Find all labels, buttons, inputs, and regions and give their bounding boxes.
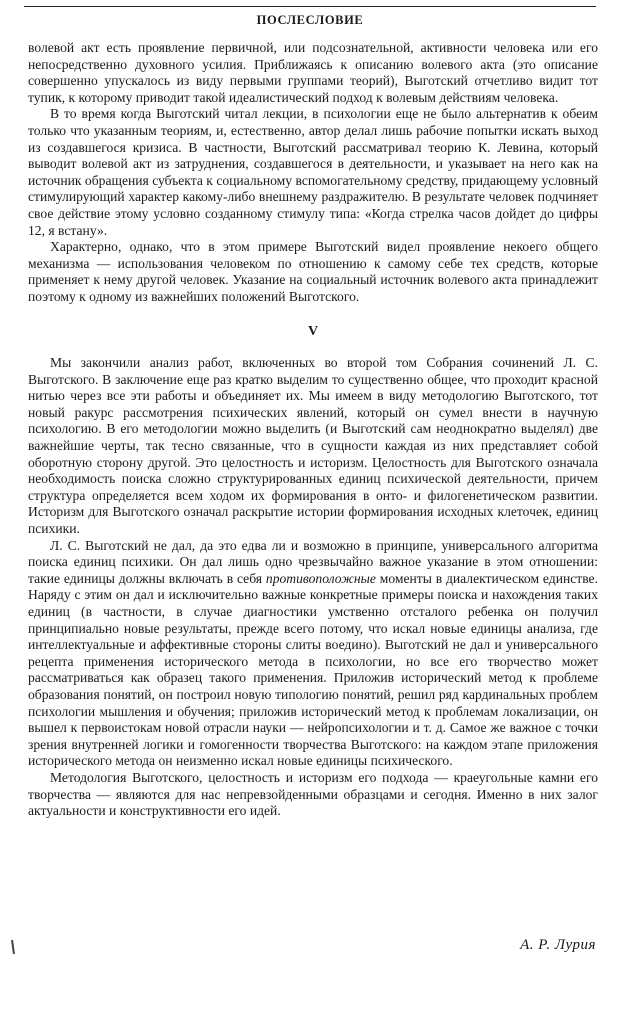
running-head: ПОСЛЕСЛОВИЕ — [256, 13, 364, 27]
paragraph-2: В то время когда Выготский читал лекции, в психологии еще не было альтернатив к обеим только что указанным теориям, и, естественно, автор делал лишь рабочие попытки искать выход из создавшегося кризиса. В частности, Выготский рассматривал теорию К. Левина, который выводит волевой акт из затруднения, создавшегося в деятельности, и указывает на него как на источник обращения субъекта к социальному вспомогательному средству, придающему условный стимулирующий характер какому-либо внешнему раздражителю. В результате человек подчиняет свое действие этому условно созданному стимулу типа: «Когда стрелка часов дойдет до цифры 12, я встану». — [28, 106, 598, 238]
paragraph-5-emphasis: противоположные — [265, 570, 376, 586]
paragraph-4: Мы закончили анализ работ, включенных во второй том Собрания сочинений Л. С. Выготского. В заключение еще раз кратко выделим то существенно общее, что проходит красной нитью через все эти работы и объединяет их. Мы имеем в виду методологию Выготского, тот новый ракурс рассмотрения психических явлений, который он сумел внести в научную психологию. В его методологии можно выделить (и Выготский сам неоднократно выделял) две важнейшие черты, так тесно связанные, что в сущности каждая из них представляет собой оборотную сторону другой. Это целостность и историзм. Целостность для Выготского означала необходимость поиска сложно структурированных единиц психической деятельности, причем структура определяется всем ходом их формирования в онто- и филогенетическом развитии. Историзм для Выготского означал раскрытие истории формирования исходных клеточек, единиц психики. — [28, 355, 598, 537]
paragraph-3: Характерно, однако, что в этом примере Выготский видел проявление некоего общего механизма — использования человеком по отношению к самому себе тех средств, которые применяет к нему другой человек. Указание на социальный источник волевого акта принадлежит поэтому к одному из важнейших положений Выготского. — [28, 239, 598, 304]
paragraph-5-end: моменты в диалектическом единстве. Наряду с этим он дал и исключительно важные конкретные примеры поиска и нахождения таких единиц (в частности, в случае диагностики умственно отсталого ребенка он получил принципиально новые результаты, прежде всего потому, что искал новые единицы анализа, где интеллектуальные и аффективные стороны слиты воедино). Выготский не дал и универсального рецепта применения исторического метода в психологии, но все его творчество может рассматриваться как образец такого применения. Приложив исторический метод к проблеме образования понятий, он построил новую типологию понятий, решил ряд кардинальных проблем психологии мышления и обучения; приложив исторический метод к проблемам локализации, он вышел к первоистокам новой отрасли науки — нейропсихологии и т. д. Самое же важное с точки зрения внутренней логики и гомогенности творчества Выготского: на каждом этапе приложения исторического метода он неизменно искал новые единицы психического. — [28, 570, 598, 769]
section-number: V — [307, 323, 319, 339]
pen-mark — [11, 940, 15, 954]
paragraph-1: волевой акт есть проявление первичной, или подсознательной, активности человека или его непосредственно духовного усилия. Приближаясь к описанию волевого акта (это описание совершенно упускалось из виду первыми группами теорий), Выготский отчетливо видит тот тупик, к которому приводит такой идеалистический подход к волевым действиям человека. — [28, 40, 598, 105]
paragraph-6: Методология Выготского, целостность и историзм его подхода — краеугольные камни его творчества — являются для нас непревзойденными образцами и сегодня. Именно в них залог актуальности и конструктивности его идей. — [28, 769, 598, 819]
paragraph-5 — [28, 538, 598, 770]
author-signature: А. Р. Лурия — [520, 937, 596, 953]
top-rule — [24, 6, 596, 7]
paragraph-5-start: Л. С. Выготский не дал, да это едва ли и возможно в принципе, универсального алгоритма поиска единиц психики. Он дал лишь одно чрезвычайно важное указание в этом отношении: такие единицы должны включать в себя — [28, 537, 598, 586]
body-text — [28, 40, 598, 820]
